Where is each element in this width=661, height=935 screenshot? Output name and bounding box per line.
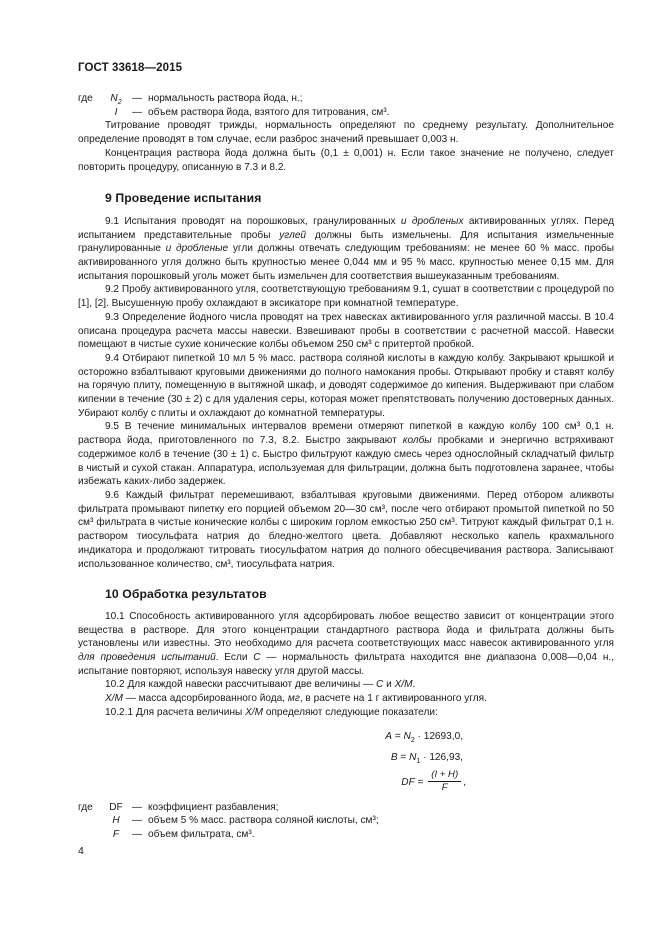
paragraph-9-3: 9.3 Определение йодного числа проводят на трех навесках активированного угля различной массы. В 10.4 описана процедура расчета массы навески. Взвешивают пробы в соответствии с расчетной массой. Навески помещают в чистые сухие конические колбы объемом 250 см³ с притертой пробкой. [78, 311, 614, 351]
legend-text: объем 5 % масс. раствора соляной кислоты, см³; [148, 815, 379, 827]
legend-symbol: I [114, 106, 118, 118]
formula-b: $B = N_1 \cdot 126,93$, [390, 752, 463, 766]
paragraph-10-1: 10.1 Способность активированного угля адсорбировать любое вещество зависит от концентрации этого вещества в растворе. Для этого концентрации стандартного раствора йода и фильтрата должны быть установлены или известны. Это необходимо для расчета соответствующих масс навесок активированного угля для проведения испытаний. Если C — нормальность фильтрата находится вне диапазона 0,008—0,04 н., испытание повторяют, используя навеску угля другой массы. [78, 610, 615, 677]
paragraph-9-2: 9.2 Пробу активированного угля, соответствующую требованиям 9.1, сушат в соответствии с процедурой по [1], [2]. Высушенную пробу охлаждают в эксикаторе при комнатной температуре. [78, 284, 614, 310]
paragraph: Концентрация раствора йода должна быть (0,1 ± 0,001) н. Если такое значение не получено, следует повторить процедуру, описанную в 7.3 и 8.2. [78, 147, 614, 173]
legend-symbol: $N_2$ [110, 93, 122, 107]
paragraph: Титрование проводят трижды, нормальность определяют по среднему результату. Дополнительное определение проводят в том случае, если разброс значений превышает 0,003 н. [78, 120, 614, 146]
legend-text: объем фильтрата, см³. [148, 828, 255, 840]
legend-dash: — [131, 93, 143, 104]
legend-dash: — [131, 106, 143, 118]
legend-bottom [78, 801, 614, 842]
paragraph-10-2-xm: X/M — масса адсорбированного йода, мг, в расчете на 1 г активированного угля. [105, 693, 487, 705]
where-label: где [78, 801, 93, 813]
formula-df: DF = $\frac{(I + H)}{F}$ , [401, 769, 466, 794]
page-number: 4 [78, 845, 84, 857]
section-heading-9: 9 Проведение испытания [105, 191, 262, 206]
legend-item [78, 92, 614, 106]
standard-header: ГОСТ 33618—2015 [78, 62, 183, 74]
legend-symbol: F [112, 828, 120, 840]
legend-text: нормальность раствора йода, н.; [148, 93, 303, 104]
fraction [428, 769, 461, 794]
fraction-denominator: F [441, 782, 448, 794]
paragraph-9-5: 9.5 В течение минимальных интервалов времени отмеряют пипеткой в каждую колбу 100 см³ 0,1 н. раствора йода, приготовленного по 7.3, 8.2. Быстро закрывают колбы пробками и энергично встряхивают содержимое колб в течение (30 ± 1) с. Быстро фильтруют каждую смесь через однослойный складчатый фильтр в чистый и сухой стакан. Аппаратура, используемая для фильтрации, должна быть подготовлена заранее, чтобы избежать каких-либо задержек. [78, 421, 614, 488]
where-label: где [78, 93, 93, 104]
legend-text: объем раствора йода, взятого для титрования, см³. [148, 106, 390, 118]
legend-item [78, 801, 614, 815]
legend-dash: — [131, 801, 143, 813]
legend-item [78, 106, 614, 120]
section-heading-10: 10 Обработка результатов [105, 587, 267, 602]
paragraph-10-2: 10.2 Для каждой навески рассчитывают две величины — C и X/M. [105, 679, 416, 691]
legend-item [78, 828, 614, 842]
legend-symbol: DF [109, 801, 123, 813]
fraction-numerator: (I + H) [428, 769, 461, 782]
paragraph-10-2-1: 10.2.1 Для расчета величины X/M определяют следующие показатели: [105, 706, 438, 718]
paragraph-9-4: 9.4 Отбирают пипеткой 10 мл 5 % масс. раствора соляной кислоты в каждую колбу. Закрывают крышкой и осторожно взбалтывают круговыми движениями до полного намокания пробы. Открывают пробку и ставят колбу на горячую плиту, помещенную в вытяжной шкаф, и доводят содержимое до кипения. Выдерживают при слабом кипении в течение (30 ± 2) с для удаления серы, которая может препятствовать получению достоверных данных. Убирают колбу с плиты и охлаждают до комнатной температуры. [78, 352, 614, 419]
legend-symbol: H [112, 815, 120, 827]
paragraph-9-1: 9.1 Испытания проводят на порошковых, гранулированных и дробленых активированных углях. Перед испытанием представительные пробы углей должны быть измельчены. Для испытания измельченные гранулированные и дробленые угли должны отвечать следующим требованиям: не менее 60 % масс. пробы активированного угля должно быть крупностью менее 0,044 мм и 95 % масс. крупностью менее 0,15 мм. Для испытания порошковый уголь может быть измельчен для соответствия вышеуказанным требованиям. [78, 215, 615, 282]
paragraph-9-6: 9.6 Каждый фильтрат перемешивают, взбалтывая круговыми движениями. Перед отбором аликвоты фильтрата промывают пипетку его порцией объемом 20—30 см³, после чего отбирают промытой пипеткой по 50 см³ фильтрата в чистые конические колбы с широким горлом емкостью 250 см³. Титруют каждый фильтрат 0,1 н. раствором тиосульфата натрия до бледно-желтого цвета. Добавляют несколько капель крахмального индикатора и продолжают титровать тиосульфатом натрия до полного обесцвечивания раствора. Записывают использованное количество, см³, тиосульфата натрия. [78, 489, 614, 570]
legend-item [78, 814, 614, 828]
legend-dash: — [131, 828, 143, 840]
legend-text: коэффициент разбавления; [148, 801, 279, 813]
legend-dash: — [131, 815, 143, 827]
document-body [78, 92, 614, 842]
formula-a: $A = N_2 \cdot 12693,0$, [385, 730, 463, 744]
